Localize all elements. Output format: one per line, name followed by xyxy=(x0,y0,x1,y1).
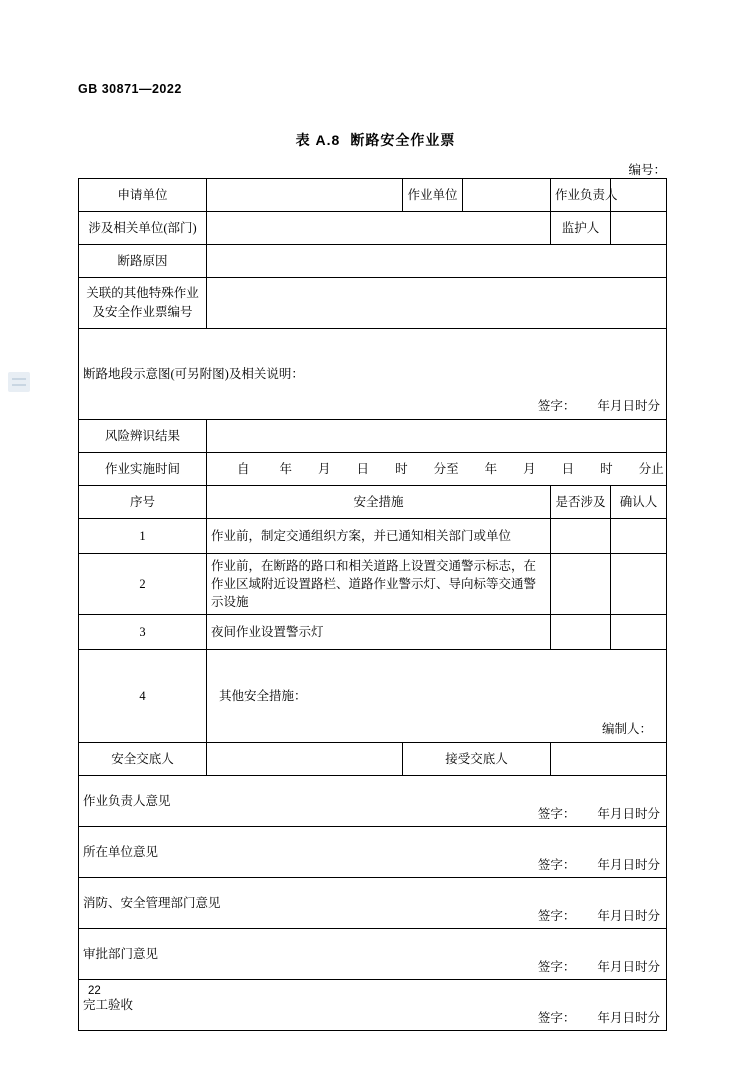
opinion-label-approval-dept: 审批部门意见 xyxy=(83,947,159,962)
opinion-cell-work-supervisor[interactable] xyxy=(79,776,667,827)
measures-header-measure: 安全措施 xyxy=(207,486,551,519)
opinion-date-hour-1: 时 xyxy=(634,858,648,873)
opinion-label-completion-acceptance: 完工验收 xyxy=(83,998,134,1013)
opinion-date-month-2: 月 xyxy=(609,909,623,924)
serial-number-label: 编号： xyxy=(628,163,666,177)
measure-text-2: 作业前，在断路的路口和相关道路上设置交通警示标志，在作业区域附近设置路栏、道路作业警示灯、导向标等交通警示设施 xyxy=(207,554,551,615)
measure-confirmer-3[interactable] xyxy=(611,615,667,650)
to-year: 年 xyxy=(484,461,498,476)
opinion-cell-home-unit[interactable] xyxy=(79,827,667,878)
opinion-signature-label-1: 签字： xyxy=(537,858,576,873)
opinion-date-month-1: 月 xyxy=(609,858,623,873)
page-number: 22 xyxy=(88,985,101,997)
measure-text-1: 作业前，制定交通组织方案，并已通知相关部门或单位 xyxy=(207,519,551,554)
measure-involved-1[interactable] xyxy=(551,519,611,554)
table-row xyxy=(79,980,667,1031)
opinion-date-minute-4: 分 xyxy=(647,1011,660,1026)
measures-header-index: 序号 xyxy=(79,486,207,519)
table-row xyxy=(79,329,667,420)
linked-permits-label-line2: 及安全作业票编号 xyxy=(92,305,193,319)
work-time-value[interactable] xyxy=(207,453,667,486)
table-number: 表 A.8 xyxy=(295,132,341,148)
table-title-text: 断路安全作业票 xyxy=(350,132,456,148)
opinion-date-hour-3: 时 xyxy=(634,960,648,975)
safety-briefing-giver-label: 安全交底人 xyxy=(79,743,207,776)
other-measures-label: 其他安全措施： xyxy=(219,689,307,704)
linked-permits-label-line1: 关联的其他特殊作业 xyxy=(86,286,199,301)
measures-header-row xyxy=(79,486,667,519)
work-time-to: 至 xyxy=(446,461,459,476)
opinion-date-hour-4: 时 xyxy=(634,1011,648,1026)
road-cut-reason-value[interactable] xyxy=(207,245,667,278)
measure-index-1: 1 xyxy=(79,519,207,554)
measures-header-confirmer: 确认人 xyxy=(611,486,667,519)
opinion-label-work-supervisor: 作业负责人意见 xyxy=(83,794,171,809)
opinion-date-minute-0: 分 xyxy=(647,807,660,822)
to-minute: 分 xyxy=(638,461,652,476)
opinion-date-day-4: 日 xyxy=(622,1011,635,1026)
opinion-date-day-1: 日 xyxy=(622,858,635,873)
sketch-signature-label: 签字： xyxy=(537,398,576,413)
opinion-signature-row-4 xyxy=(538,1009,660,1027)
opinion-date-year-3: 年 xyxy=(597,960,610,975)
table-row xyxy=(79,245,667,278)
work-unit-value[interactable] xyxy=(463,179,551,212)
opinion-date-minute-3: 分 xyxy=(647,960,660,975)
opinion-date-month-3: 月 xyxy=(609,960,623,975)
applicant-label: 申请单位 xyxy=(79,179,207,212)
opinion-date-year-1: 年 xyxy=(597,858,610,873)
table-row xyxy=(79,929,667,980)
opinion-label-home-unit: 所在单位意见 xyxy=(83,845,159,860)
from-month: 月 xyxy=(318,461,331,476)
to-month: 月 xyxy=(523,461,536,476)
from-hour: 时 xyxy=(395,461,408,476)
work-time-end: 止 xyxy=(651,461,664,476)
work-supervisor-label: 作业负责人 xyxy=(551,179,611,212)
table-row xyxy=(79,179,667,212)
sketch-date-day: 日 xyxy=(622,398,635,413)
work-time-from: 自 xyxy=(237,461,250,476)
opinion-date-day-0: 日 xyxy=(622,807,635,822)
measure-text-3: 夜间作业设置警示灯 xyxy=(207,615,551,650)
table-row xyxy=(79,776,667,827)
applicant-value[interactable] xyxy=(207,179,403,212)
other-measures-cell[interactable] xyxy=(207,650,667,743)
table-row xyxy=(79,519,667,554)
risk-identification-value[interactable] xyxy=(207,420,667,453)
risk-identification-label: 风险辨识结果 xyxy=(79,420,207,453)
opinion-date-hour-2: 时 xyxy=(634,909,648,924)
table-row xyxy=(79,212,667,245)
opinion-date-year-4: 年 xyxy=(597,1011,610,1026)
opinion-date-day-3: 日 xyxy=(622,960,635,975)
from-minute: 分 xyxy=(433,461,447,476)
table-row xyxy=(79,453,667,486)
safety-briefing-giver-value[interactable] xyxy=(207,743,403,776)
road-cut-reason-label: 断路原因 xyxy=(79,245,207,278)
table-row xyxy=(79,554,667,615)
opinion-cell-fire-safety-dept[interactable] xyxy=(79,878,667,929)
opinion-date-minute-2: 分 xyxy=(647,909,660,924)
opinion-signature-label-4: 签字： xyxy=(537,1011,576,1026)
safety-briefing-receiver-label: 接受交底人 xyxy=(403,743,551,776)
sketch-date-minute: 分 xyxy=(647,398,660,413)
sketch-date-month: 月 xyxy=(609,398,623,413)
measure-involved-2[interactable] xyxy=(551,554,611,615)
linked-permits-value[interactable] xyxy=(207,278,667,329)
standard-code: GB 30871—2022 xyxy=(78,82,182,96)
opinion-date-month-0: 月 xyxy=(609,807,623,822)
measure-index-3: 3 xyxy=(79,615,207,650)
opinion-signature-row-3 xyxy=(538,958,660,976)
opinion-cell-approval-dept[interactable] xyxy=(79,929,667,980)
sketch-date-year: 年 xyxy=(597,398,610,413)
opinion-date-year-2: 年 xyxy=(597,909,610,924)
measure-involved-3[interactable] xyxy=(551,615,611,650)
opinion-date-minute-1: 分 xyxy=(647,858,660,873)
work-supervisor-value[interactable] xyxy=(611,179,667,212)
opinion-signature-label-0: 签字： xyxy=(537,807,576,822)
opinion-date-day-2: 日 xyxy=(622,909,635,924)
opinion-date-month-4: 月 xyxy=(609,1011,623,1026)
linked-permits-label xyxy=(79,278,207,329)
opinion-signature-label-3: 签字： xyxy=(537,960,576,975)
opinion-signature-row-0 xyxy=(538,805,660,823)
to-hour: 时 xyxy=(600,461,613,476)
maker-label: 编制人： xyxy=(601,722,652,737)
page-edge-marker xyxy=(8,372,30,392)
opinion-signature-row-2 xyxy=(538,907,660,925)
guardian-value[interactable] xyxy=(611,212,667,245)
sketch-date-hour: 时 xyxy=(634,398,648,413)
to-day: 日 xyxy=(561,461,575,476)
measure-confirmer-2[interactable] xyxy=(611,554,667,615)
measure-index-2: 2 xyxy=(79,554,207,615)
route-sketch-label: 断路地段示意图(可另附图)及相关说明： xyxy=(83,366,304,381)
from-year: 年 xyxy=(279,461,293,476)
table-row xyxy=(79,615,667,650)
opinion-cell-completion-acceptance[interactable] xyxy=(79,980,667,1031)
measures-header-involved: 是否涉及 xyxy=(551,486,611,519)
work-permit-form xyxy=(78,178,667,1031)
table-row xyxy=(79,743,667,776)
opinion-signature-label-2: 签字： xyxy=(537,909,576,924)
table-row xyxy=(79,420,667,453)
sketch-signature-row xyxy=(538,397,660,415)
related-units-label: 涉及相关单位(部门) xyxy=(79,212,207,245)
from-day: 日 xyxy=(356,461,370,476)
table-row xyxy=(79,878,667,929)
table-row xyxy=(79,278,667,329)
safety-briefing-receiver-value[interactable] xyxy=(551,743,667,776)
opinion-label-fire-safety-dept: 消防、安全管理部门意见 xyxy=(83,896,221,911)
page-title xyxy=(0,130,751,150)
measure-index-4: 4 xyxy=(79,650,207,743)
opinion-signature-row-1 xyxy=(538,856,660,874)
opinion-date-year-0: 年 xyxy=(597,807,610,822)
opinion-date-hour-0: 时 xyxy=(634,807,648,822)
table-row xyxy=(79,827,667,878)
work-time-label: 作业实施时间 xyxy=(79,453,207,486)
related-units-value[interactable] xyxy=(207,212,551,245)
work-unit-label: 作业单位 xyxy=(403,179,463,212)
route-sketch-cell[interactable] xyxy=(79,329,667,420)
measure-confirmer-1[interactable] xyxy=(611,519,667,554)
guardian-label: 监护人 xyxy=(551,212,611,245)
table-row xyxy=(79,650,667,743)
